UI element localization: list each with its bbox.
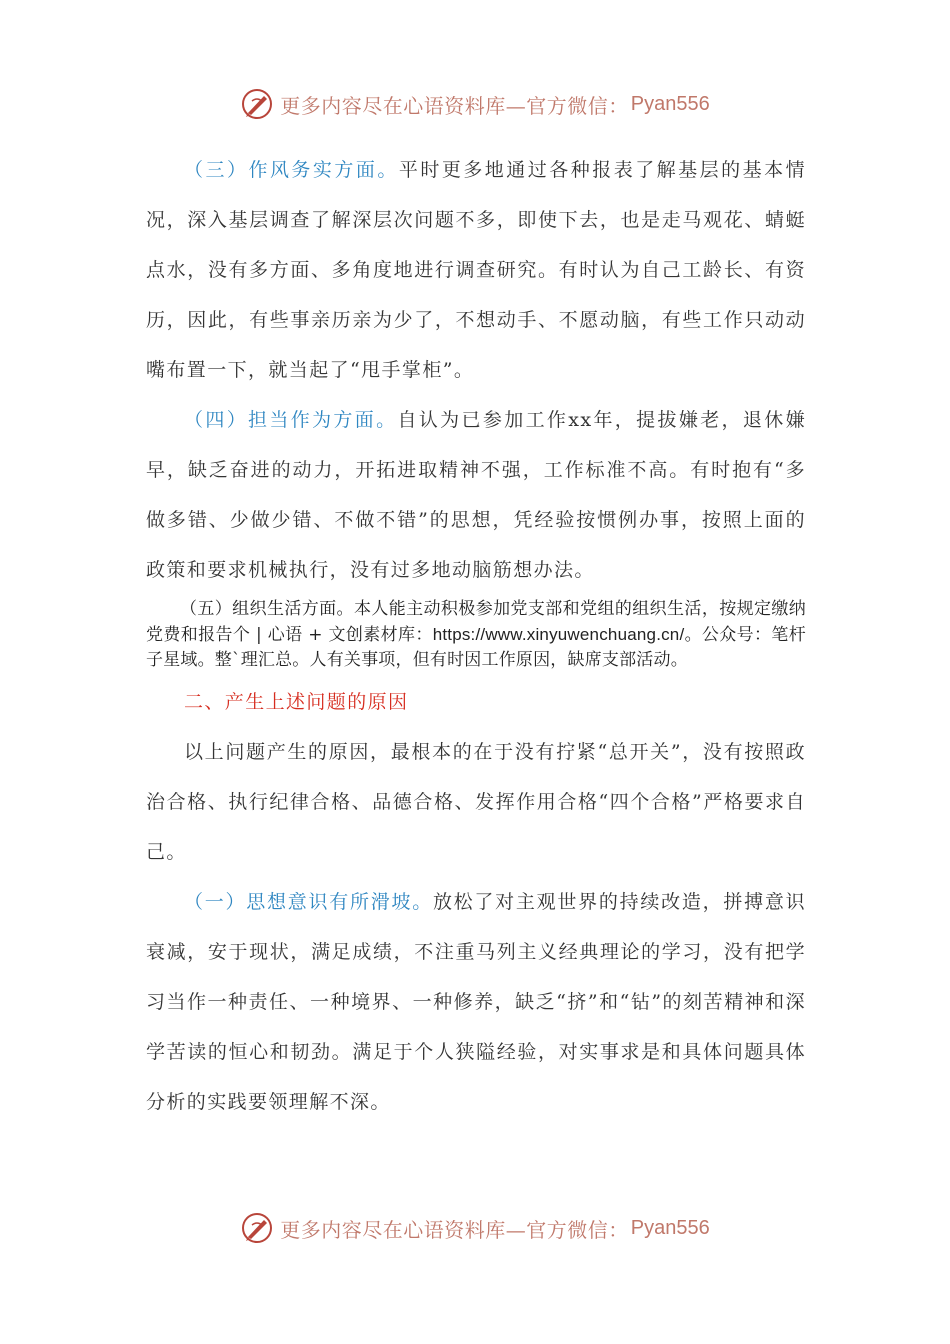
watermark-text: 更多内容尽在心语资料库—官方微信： (280, 93, 629, 118)
pen-logo-icon (240, 1211, 274, 1245)
section-2-title: 二、产生上述问题的原因 (184, 691, 409, 713)
pen-logo-icon (240, 87, 274, 121)
paragraph-5-url: https://www.xinyuwenchuang.cn/ (432, 625, 685, 644)
paragraph-5 (146, 597, 806, 673)
paragraph-3-heading: （三）作风务实方面。 (184, 159, 399, 181)
section-2-1 (146, 877, 806, 1127)
paragraph-5-part1: （五）组织生活方面。本人能主动积极参加党支部和党组的组织生活，按规定缴纳党费和报告个 | 心语 + 文创素材库： (146, 599, 806, 645)
paragraph-4-body: 自认为已参加工作xx年，提拔嫌老，退休嫌早，缺乏奋进的动力，开拓进取精神不强，工作标准不高。有时抱有“多做多错、少做少错、不做不错”的思想，凭经验按惯例办事，按照上面的政策和要求机械执行，没有过多地动脑筋想办法。 (146, 409, 806, 581)
paragraph-3 (146, 145, 806, 395)
document-body (146, 145, 806, 1127)
paragraph-4-heading: （四）担当作为方面。 (184, 409, 398, 431)
watermark-header (0, 84, 950, 124)
paragraph-5-part2: 。公众号：笔杆子星域。整`理汇总。人有关事项，但有时因工作原因，缺席支部活动。 (146, 625, 806, 670)
section-2-1-heading: （一）思想意识有所滑坡。 (184, 891, 433, 913)
section-2-1-body: 放松了对主观世界的持续改造，拼搏意识衰减，安于现状，满足成绩，不注重马列主义经典理论的学习，没有把学习当作一种责任、一种境界、一种修养，缺乏“挤”和“钻”的刻苦精神和深学苦读的恒心和韧劲。满足于个人狭隘经验，对实事求是和具体问题具体分析的实践要领理解不深。 (146, 891, 806, 1113)
section-2-body: 以上问题产生的原因，最根本的在于没有拧紧“总开关”，没有按照政治合格、执行纪律合格、品德合格、发挥作用合格“四个合格”严格要求自己。 (146, 741, 806, 863)
paragraph-3-body: 平时更多地通过各种报表了解基层的基本情况，深入基层调查了解深层次问题不多，即使下去，也是走马观花、蜻蜓点水，没有多方面、多角度地进行调查研究。有时认为自己工龄长、有资历，因此，有些事亲历亲为少了，不想动手、不愿动脑，有些工作只动动嘴布置一下，就当起了“甩手掌柜”。 (146, 159, 806, 381)
watermark-footer (0, 1208, 950, 1248)
paragraph-4 (146, 395, 806, 595)
watermark-wechat-id: Pyan556 (630, 92, 710, 115)
watermark-text: 更多内容尽在心语资料库—官方微信： (280, 1217, 629, 1242)
watermark-wechat-id: Pyan556 (630, 1216, 710, 1239)
